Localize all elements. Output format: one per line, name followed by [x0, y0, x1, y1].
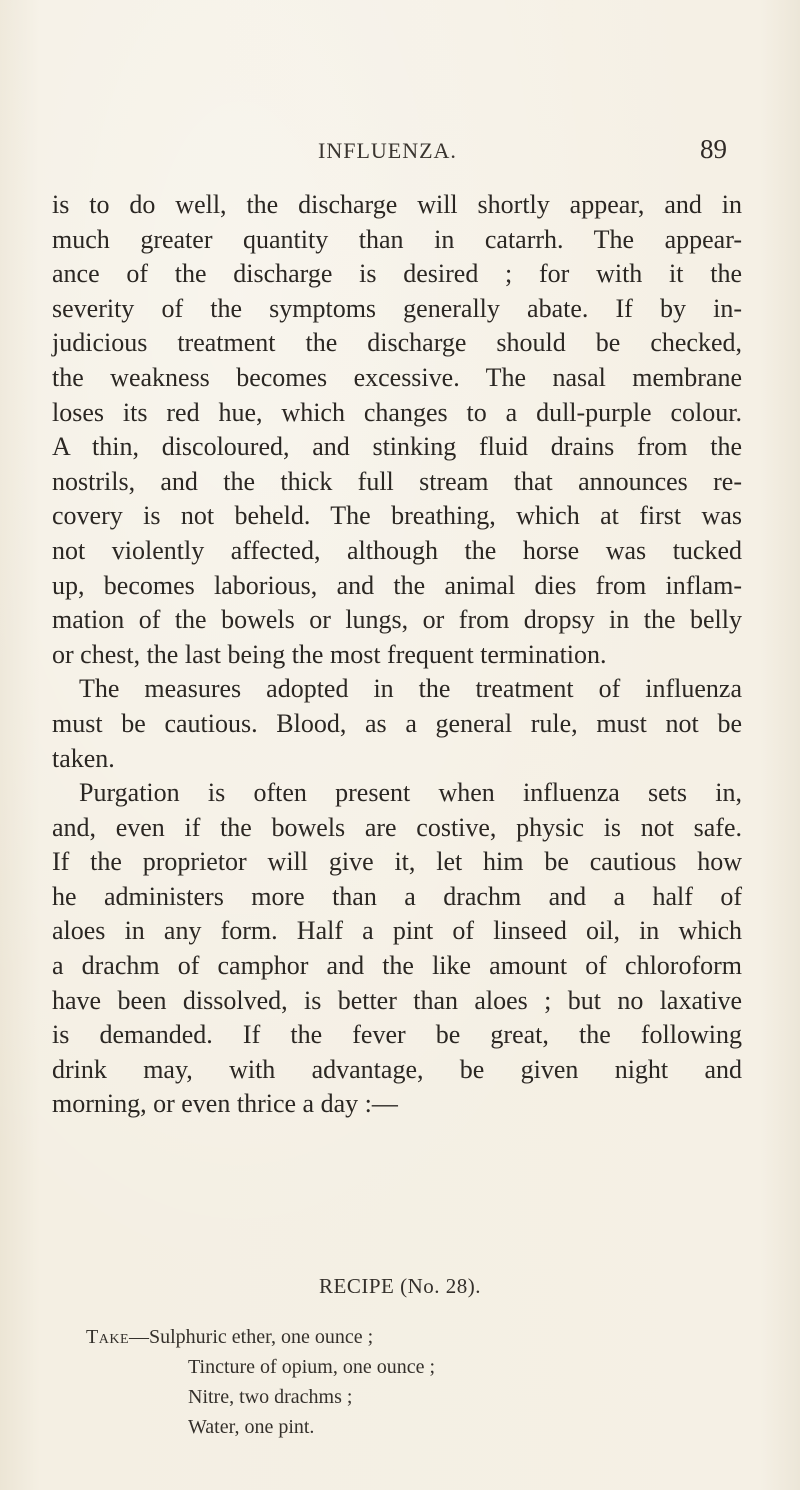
page-number: 89: [700, 134, 727, 164]
text-line: judicious treatment the discharge should be checked,: [52, 328, 742, 358]
running-head: [0, 134, 800, 168]
running-title: INFLUENZA.: [318, 138, 457, 163]
text-line: much greater quantity than in catarrh. The appear-: [52, 224, 742, 254]
text-line: morning, or even thrice a day :—: [52, 1089, 398, 1119]
text-line: the weakness becomes excessive. The nasal membrane: [52, 362, 742, 392]
text-line: aloes in any form. Half a pint of linseed oil, in which: [52, 916, 742, 946]
text-line: mation of the bowels or lungs, or from dropsy in the belly: [52, 605, 742, 635]
text-line: or chest, the last being the most frequent termination.: [52, 639, 607, 669]
text-line: If the proprietor will give it, let him be cautious how: [52, 847, 742, 877]
text-line: is to do well, the discharge will shortly appear, and in: [52, 190, 742, 219]
text-line: severity of the symptoms generally abate. If by in-: [52, 293, 742, 323]
recipe-heading: RECIPE (No. 28).: [319, 1274, 481, 1298]
text-line: loses its red hue, which changes to a dull-purple colour.: [52, 397, 742, 427]
ingredient: Tincture of opium, one ounce ;: [188, 1356, 436, 1378]
text-line: The measures adopted in the treatment of influenza: [79, 674, 742, 704]
ingredient: Nitre, two drachms ;: [188, 1386, 353, 1408]
take-label: Take: [86, 1326, 129, 1348]
text-line: nostrils, and the thick full stream that announces re-: [52, 466, 742, 496]
text-line: is demanded. If the fever be great, the following: [52, 1020, 742, 1050]
text-line: ance of the discharge is desired ; for with it the: [52, 259, 742, 289]
text-line: taken.: [52, 743, 115, 773]
text-line: he administers more than a drachm and a half of: [52, 881, 742, 911]
ingredient: Water, one pint.: [188, 1416, 315, 1438]
text-line: up, becomes laborious, and the animal dies from inflam-: [52, 570, 742, 600]
text-line: not violently affected, although the horse was tucked: [52, 535, 742, 565]
text-line: A thin, discoloured, and stinking fluid drains from the: [52, 432, 742, 462]
body-text: [52, 188, 742, 1122]
recipe-ingredients: [86, 1322, 435, 1442]
text-line: must be cautious. Blood, as a general rule, must not be: [52, 708, 742, 738]
text-line: Purgation is often present when influenza sets in,: [79, 778, 742, 808]
text-line: and, even if the bowels are costive, physic is not safe.: [52, 812, 742, 842]
text-line: have been dissolved, is better than aloes ; but no laxative: [52, 985, 742, 1015]
recipe-line: [86, 1322, 435, 1352]
text-line: a drachm of camphor and the like amount of chloroform: [52, 951, 742, 981]
text-line: drink may, with advantage, be given night and: [52, 1054, 742, 1084]
ingredient: —Sulphuric ether, one ounce ;: [129, 1326, 374, 1348]
text-line: covery is not beheld. The breathing, which at first was: [52, 501, 742, 531]
